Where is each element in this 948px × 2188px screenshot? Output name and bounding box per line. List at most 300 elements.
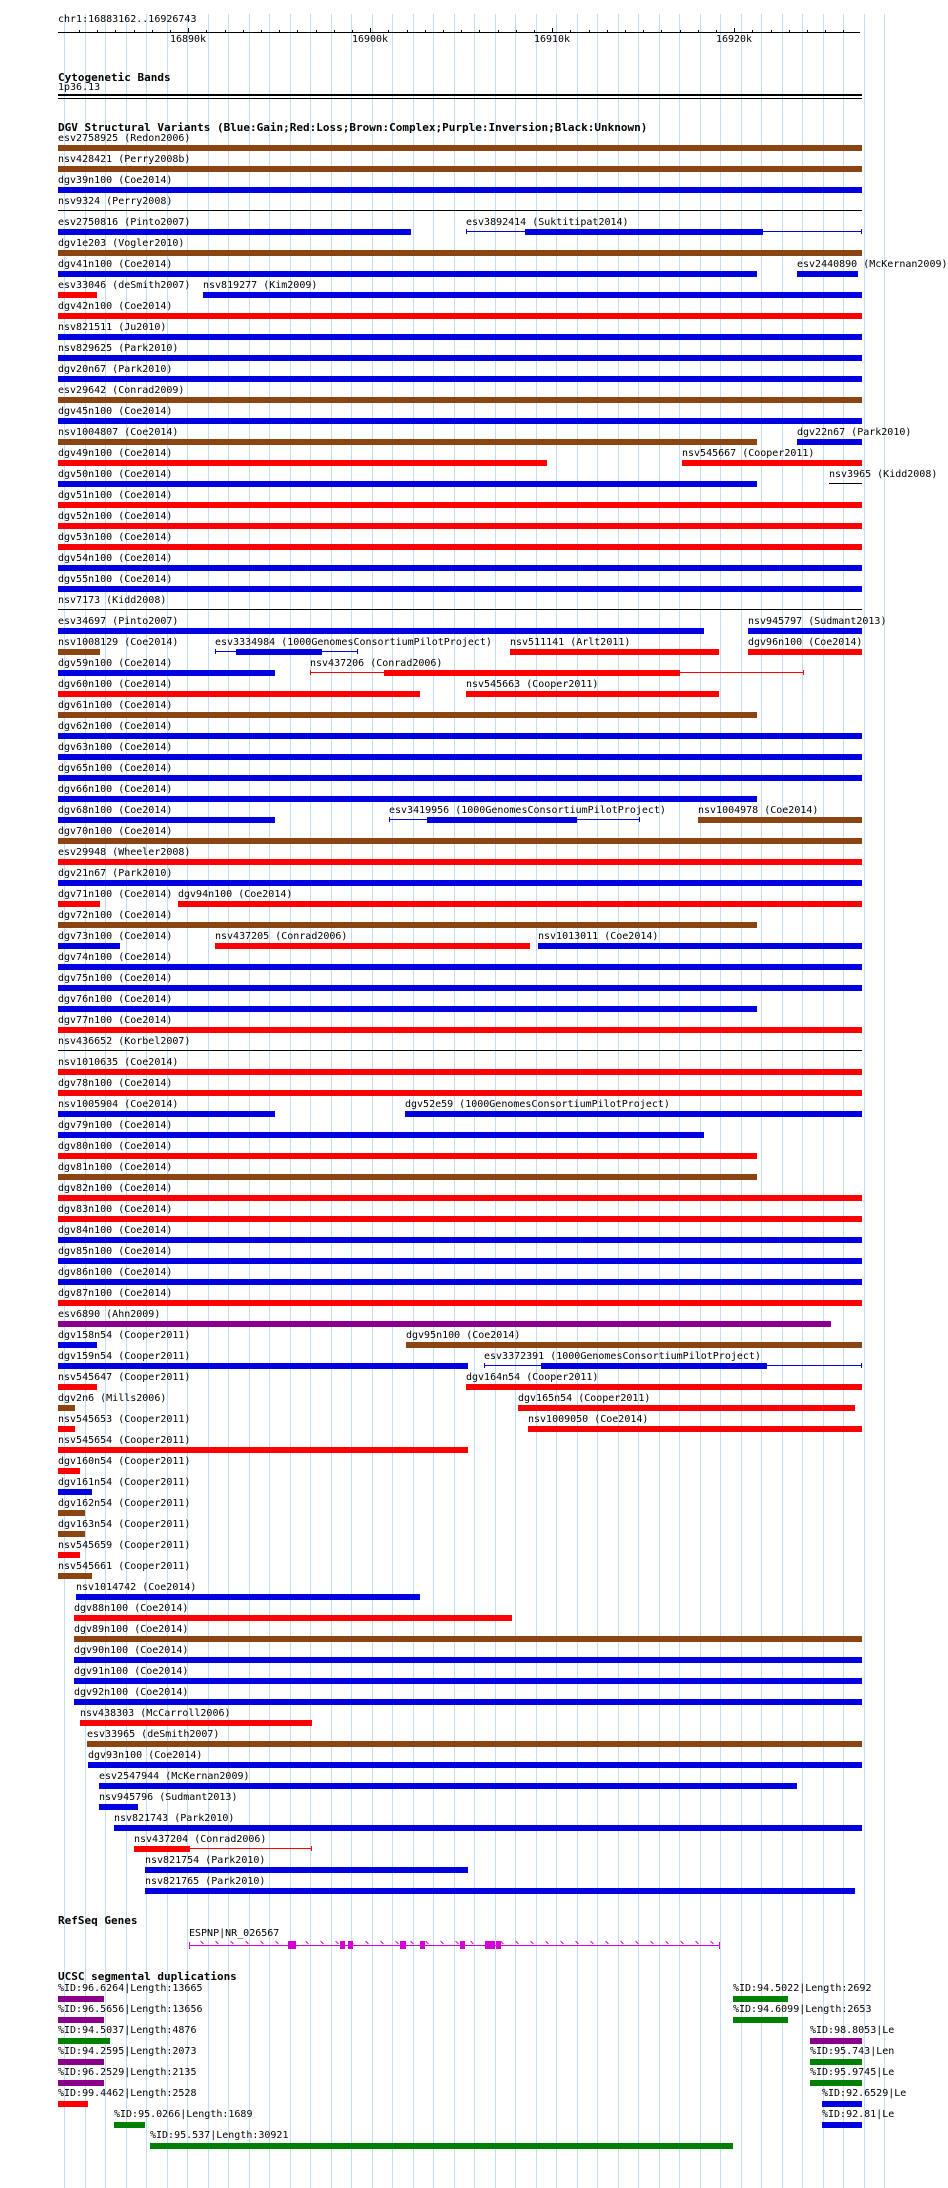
- sv-label[interactable]: dgv163n54 (Cooper2011): [58, 1519, 191, 1530]
- sv-label[interactable]: dgv20n67 (Park2010): [58, 364, 173, 375]
- segdup-bar[interactable]: [58, 2080, 104, 2086]
- sv-label[interactable]: dgv2n6 (Mills2006): [58, 1393, 167, 1404]
- segdup-label[interactable]: %ID:94.5037|Length:4876: [58, 2025, 197, 2036]
- sv-bar[interactable]: [466, 1384, 862, 1390]
- ruler-minor-tick: [261, 30, 262, 33]
- sv-label[interactable]: esv2440890 (McKernan2009): [797, 259, 948, 270]
- sv-label[interactable]: esv29948 (Wheeler2008): [58, 847, 191, 858]
- segdup-label[interactable]: %ID:95.537|Length:30921: [150, 2130, 289, 2141]
- sv-label[interactable]: dgv88n100 (Coe2014): [74, 1603, 189, 1614]
- sv-label[interactable]: dgv52n100 (Coe2014): [58, 511, 173, 522]
- sv-label[interactable]: dgv77n100 (Coe2014): [58, 1015, 173, 1026]
- sv-label[interactable]: dgv78n100 (Coe2014): [58, 1078, 173, 1089]
- sv-label[interactable]: nsv545661 (Cooper2011): [58, 1561, 191, 1572]
- grid-line: [843, 14, 844, 2188]
- sv-bar[interactable]: [748, 649, 862, 655]
- segdup-label[interactable]: %ID:94.5022|Length:2692: [733, 1983, 872, 1994]
- sv-label[interactable]: nsv437205 (Conrad2006): [215, 931, 348, 942]
- sv-bar[interactable]: [797, 439, 862, 445]
- sv-bar[interactable]: [58, 1405, 75, 1411]
- sv-line[interactable]: [58, 609, 862, 610]
- sv-label[interactable]: dgv76n100 (Coe2014): [58, 994, 173, 1005]
- sv-label[interactable]: dgv74n100 (Coe2014): [58, 952, 173, 963]
- sv-label[interactable]: dgv159n54 (Cooper2011): [58, 1351, 191, 1362]
- sv-label[interactable]: nsv437206 (Conrad2006): [310, 658, 443, 669]
- sv-bar[interactable]: [525, 229, 763, 235]
- segdup-label[interactable]: %ID:92.6529|Le: [822, 2088, 907, 2099]
- sv-bar[interactable]: [58, 1531, 85, 1537]
- sv-bar[interactable]: [87, 1741, 862, 1747]
- sv-label[interactable]: dgv165n54 (Cooper2011): [518, 1393, 651, 1404]
- sv-label[interactable]: dgv80n100 (Coe2014): [58, 1141, 173, 1152]
- sv-bar[interactable]: [58, 145, 862, 151]
- sv-bar[interactable]: [58, 985, 862, 991]
- sv-bar[interactable]: [58, 481, 757, 487]
- segdup-bar[interactable]: [150, 2143, 733, 2149]
- sv-label[interactable]: dgv87n100 (Coe2014): [58, 1288, 173, 1299]
- sv-line[interactable]: [58, 210, 862, 211]
- sv-line[interactable]: [829, 483, 862, 484]
- sv-label[interactable]: nsv545667 (Cooper2011): [682, 448, 815, 459]
- sv-label[interactable]: dgv162n54 (Cooper2011): [58, 1498, 191, 1509]
- sv-label[interactable]: dgv55n100 (Coe2014): [58, 574, 173, 585]
- sv-label[interactable]: nsv9324 (Perry2008): [58, 196, 173, 207]
- ruler-major-tick: [188, 28, 189, 33]
- segdup-bar[interactable]: [58, 2038, 110, 2044]
- sv-label[interactable]: nsv545647 (Cooper2011): [58, 1372, 191, 1383]
- sv-label[interactable]: nsv821511 (Ju2010): [58, 322, 167, 333]
- sv-label[interactable]: dgv51n100 (Coe2014): [58, 490, 173, 501]
- grid-line: [884, 14, 885, 2188]
- sv-label[interactable]: nsv821765 (Park2010): [145, 1876, 266, 1887]
- ruler-minor-tick: [115, 30, 116, 33]
- sv-bar[interactable]: [538, 943, 862, 949]
- sv-bar[interactable]: [58, 733, 862, 739]
- gene-strand-mark: [200, 1941, 204, 1945]
- grid-line: [392, 14, 393, 2188]
- sv-label[interactable]: nsv945797 (Sudmant2013): [748, 616, 887, 627]
- gene-strand-mark: [395, 1941, 399, 1945]
- segdup-label[interactable]: %ID:98.8053|Le: [810, 2025, 895, 2036]
- sv-bar[interactable]: [58, 754, 862, 760]
- sv-label[interactable]: nsv1008129 (Coe2014): [58, 637, 179, 648]
- gene-strand-mark: [560, 1941, 564, 1945]
- sv-label[interactable]: dgv42n100 (Coe2014): [58, 301, 173, 312]
- ruler-minor-tick: [589, 30, 590, 33]
- sv-label[interactable]: dgv63n100 (Coe2014): [58, 742, 173, 753]
- gene-strand-mark: [665, 1941, 669, 1945]
- ruler-minor-tick: [807, 30, 808, 33]
- ruler-minor-tick: [752, 30, 753, 33]
- sv-bar[interactable]: [58, 922, 757, 928]
- sv-bar[interactable]: [178, 901, 862, 907]
- sv-label[interactable]: dgv54n100 (Coe2014): [58, 553, 173, 564]
- sv-label[interactable]: dgv22n67 (Park2010): [797, 427, 912, 438]
- sv-label[interactable]: dgv160n54 (Cooper2011): [58, 1456, 191, 1467]
- sv-label[interactable]: nsv821754 (Park2010): [145, 1855, 266, 1866]
- sv-label[interactable]: dgv59n100 (Coe2014): [58, 658, 173, 669]
- ruler-tick-label: 16910k: [533, 34, 571, 45]
- sv-bar[interactable]: [145, 1867, 468, 1873]
- sv-bar[interactable]: [58, 775, 862, 781]
- sv-label[interactable]: dgv52e59 (1000GenomesConsortiumPilotProject): [405, 1099, 670, 1110]
- segdup-bar[interactable]: [58, 2101, 88, 2107]
- sv-bar[interactable]: [58, 1552, 80, 1558]
- ruler-minor-tick: [206, 30, 207, 33]
- sv-bar[interactable]: [58, 250, 862, 256]
- sv-label[interactable]: esv6890 (Ahn2009): [58, 1309, 161, 1320]
- sv-label[interactable]: dgv158n54 (Cooper2011): [58, 1330, 191, 1341]
- sv-line[interactable]: [190, 1848, 312, 1849]
- sv-label[interactable]: nsv945796 (Sudmant2013): [99, 1792, 238, 1803]
- sv-bar[interactable]: [58, 1510, 85, 1516]
- sv-bar[interactable]: [518, 1405, 855, 1411]
- sv-label[interactable]: esv33046 (deSmith2007): [58, 280, 191, 291]
- sv-label[interactable]: dgv82n100 (Coe2014): [58, 1183, 173, 1194]
- sv-label[interactable]: dgv81n100 (Coe2014): [58, 1162, 173, 1173]
- sv-bar[interactable]: [466, 691, 719, 697]
- ruler-coordinates: chr1:16883162..16926743: [58, 14, 197, 25]
- sv-label[interactable]: dgv89n100 (Coe2014): [74, 1624, 189, 1635]
- sv-label[interactable]: dgv85n100 (Coe2014): [58, 1246, 173, 1257]
- sv-bar[interactable]: [58, 1174, 757, 1180]
- segdup-bar[interactable]: [58, 2017, 104, 2023]
- sv-bar[interactable]: [58, 460, 547, 466]
- sv-label[interactable]: nsv545659 (Cooper2011): [58, 1540, 191, 1551]
- sv-bar[interactable]: [74, 1657, 862, 1663]
- sv-bar[interactable]: [58, 1027, 862, 1033]
- segdup-label[interactable]: %ID:95.743|Len: [810, 2046, 895, 2057]
- sv-bar[interactable]: [99, 1783, 797, 1789]
- sv-bar[interactable]: [58, 901, 100, 907]
- sv-bar[interactable]: [406, 1342, 862, 1348]
- sv-bar[interactable]: [748, 628, 862, 634]
- sv-bar[interactable]: [58, 376, 862, 382]
- sv-label[interactable]: dgv39n100 (Coe2014): [58, 175, 173, 186]
- sv-label[interactable]: esv33965 (deSmith2007): [87, 1729, 220, 1740]
- sv-label[interactable]: esv29642 (Conrad2009): [58, 385, 185, 396]
- dgv-header: DGV Structural Variants (Blue:Gain;Red:Loss;Brown:Complex;Purple:Inversion;Black:Unknown): [58, 121, 648, 134]
- sv-label[interactable]: nsv1005904 (Coe2014): [58, 1099, 179, 1110]
- sv-label[interactable]: nsv7173 (Kidd2008): [58, 595, 167, 606]
- sv-bar[interactable]: [58, 628, 704, 634]
- gene-label[interactable]: ESPNP|NR_026567: [189, 1928, 280, 1939]
- segdup-bar[interactable]: [114, 2122, 145, 2128]
- ruler-minor-tick: [843, 30, 844, 33]
- sv-label[interactable]: nsv1004807 (Coe2014): [58, 427, 179, 438]
- sv-bar[interactable]: [134, 1846, 190, 1852]
- sv-label[interactable]: dgv86n100 (Coe2014): [58, 1267, 173, 1278]
- sv-bar[interactable]: [215, 943, 530, 949]
- sv-bar[interactable]: [427, 817, 578, 823]
- sv-bar[interactable]: [58, 1279, 862, 1285]
- sv-bar[interactable]: [58, 1342, 97, 1348]
- sv-bar[interactable]: [58, 1216, 862, 1222]
- sv-bar[interactable]: [58, 313, 862, 319]
- gene-strand-mark: [590, 1941, 594, 1945]
- gene-strand-mark: [335, 1941, 339, 1945]
- segdup-bar[interactable]: [810, 2080, 862, 2086]
- sv-label[interactable]: nsv819277 (Kim2009): [203, 280, 318, 291]
- sv-bar[interactable]: [58, 1153, 757, 1159]
- sv-label[interactable]: dgv95n100 (Coe2014): [406, 1330, 521, 1341]
- segdup-label[interactable]: %ID:96.6264|Length:13665: [58, 1983, 203, 1994]
- sv-bar[interactable]: [58, 418, 862, 424]
- sv-bar[interactable]: [58, 334, 862, 340]
- gene-strand-mark: [320, 1941, 324, 1945]
- sv-bar[interactable]: [58, 691, 420, 697]
- gene-strand-mark: [680, 1941, 684, 1945]
- sv-label[interactable]: nsv1009050 (Coe2014): [528, 1414, 649, 1425]
- sv-label[interactable]: esv3419956 (1000GenomesConsortiumPilotProject): [389, 805, 666, 816]
- sv-bar[interactable]: [58, 292, 97, 298]
- sv-bar[interactable]: [114, 1825, 862, 1831]
- segdup-bar[interactable]: [822, 2122, 862, 2128]
- sv-label[interactable]: dgv66n100 (Coe2014): [58, 784, 173, 795]
- sv-label[interactable]: dgv73n100 (Coe2014): [58, 931, 173, 942]
- gene-strand-mark: [455, 1941, 459, 1945]
- sv-bar[interactable]: [58, 649, 100, 655]
- sv-label[interactable]: nsv511141 (Arlt2011): [510, 637, 631, 648]
- sv-bar[interactable]: [145, 1888, 855, 1894]
- gene-strand-mark: [230, 1941, 234, 1945]
- sv-label[interactable]: nsv437204 (Conrad2006): [134, 1834, 267, 1845]
- segdup-label[interactable]: %ID:94.2595|Length:2073: [58, 2046, 197, 2057]
- gene-strand-mark: [305, 1941, 309, 1945]
- sv-bar[interactable]: [58, 397, 862, 403]
- sv-label[interactable]: dgv60n100 (Coe2014): [58, 679, 173, 690]
- grid-line: [351, 14, 352, 2188]
- sv-label[interactable]: nsv436652 (Korbel2007): [58, 1036, 191, 1047]
- sv-bar[interactable]: [74, 1615, 512, 1621]
- sv-label[interactable]: esv3334984 (1000GenomesConsortiumPilotProject): [215, 637, 492, 648]
- gene-strand-mark: [545, 1941, 549, 1945]
- sv-label[interactable]: nsv821743 (Park2010): [114, 1813, 235, 1824]
- segdup-bar[interactable]: [58, 1996, 104, 2002]
- sv-label[interactable]: nsv1013011 (Coe2014): [538, 931, 659, 942]
- sv-label[interactable]: dgv65n100 (Coe2014): [58, 763, 173, 774]
- ruler-minor-tick: [716, 30, 717, 33]
- sv-line[interactable]: [58, 1050, 862, 1051]
- segdup-bar[interactable]: [822, 2101, 862, 2107]
- sv-label[interactable]: dgv62n100 (Coe2014): [58, 721, 173, 732]
- sv-bar[interactable]: [58, 523, 862, 529]
- sv-bar[interactable]: [58, 1195, 862, 1201]
- gene-exon[interactable]: [400, 1941, 406, 1949]
- sv-bar[interactable]: [541, 1363, 768, 1369]
- sv-bar[interactable]: [76, 1594, 420, 1600]
- sv-bar[interactable]: [58, 796, 757, 802]
- sv-bar[interactable]: [58, 964, 862, 970]
- sv-bar[interactable]: [58, 355, 862, 361]
- sv-label[interactable]: esv3372391 (1000GenomesConsortiumPilotProject): [484, 1351, 761, 1362]
- sv-bar[interactable]: [58, 586, 862, 592]
- sv-label[interactable]: nsv428421 (Perry2008b): [58, 154, 191, 165]
- segdup-bar[interactable]: [58, 2059, 104, 2065]
- sv-bar[interactable]: [99, 1804, 138, 1810]
- sv-end-tick: [466, 229, 467, 234]
- sv-bar[interactable]: [74, 1699, 862, 1705]
- gene-strand-mark: [215, 1941, 219, 1945]
- sv-bar[interactable]: [58, 166, 862, 172]
- sv-label[interactable]: dgv50n100 (Coe2014): [58, 469, 173, 480]
- sv-label[interactable]: dgv161n54 (Cooper2011): [58, 1477, 191, 1488]
- sv-bar[interactable]: [58, 817, 275, 823]
- sv-label[interactable]: dgv94n100 (Coe2014): [178, 889, 293, 900]
- sv-label[interactable]: dgv53n100 (Coe2014): [58, 532, 173, 543]
- gene-intron-line[interactable]: [189, 1945, 720, 1946]
- sv-bar[interactable]: [58, 1006, 757, 1012]
- sv-bar[interactable]: [58, 1132, 704, 1138]
- sv-bar[interactable]: [58, 1321, 831, 1327]
- sv-label[interactable]: dgv75n100 (Coe2014): [58, 973, 173, 984]
- sv-label[interactable]: dgv61n100 (Coe2014): [58, 700, 173, 711]
- gene-exon[interactable]: [460, 1941, 465, 1949]
- sv-bar[interactable]: [58, 544, 862, 550]
- ruler-tick-label: 16920k: [715, 34, 753, 45]
- sv-label[interactable]: dgv79n100 (Coe2014): [58, 1120, 173, 1131]
- sv-bar[interactable]: [58, 670, 275, 676]
- sv-bar[interactable]: [58, 229, 411, 235]
- ruler-minor-tick: [825, 30, 826, 33]
- sv-bar[interactable]: [58, 502, 862, 508]
- sv-bar[interactable]: [58, 1258, 862, 1264]
- sv-bar[interactable]: [698, 817, 862, 823]
- segdup-label[interactable]: %ID:95.0266|Length:1689: [114, 2109, 253, 2120]
- sv-label[interactable]: dgv71n100 (Coe2014): [58, 889, 173, 900]
- sv-bar[interactable]: [58, 565, 862, 571]
- sv-label[interactable]: esv2750816 (Pinto2007): [58, 217, 191, 228]
- segdup-bar[interactable]: [810, 2038, 862, 2044]
- ruler-minor-tick: [625, 30, 626, 33]
- sv-bar[interactable]: [58, 1111, 275, 1117]
- sv-end-tick: [389, 817, 390, 822]
- sv-label[interactable]: dgv72n100 (Coe2014): [58, 910, 173, 921]
- sv-label[interactable]: esv3892414 (Suktitipat2014): [466, 217, 629, 228]
- segdup-label[interactable]: %ID:96.5656|Length:13656: [58, 2004, 203, 2015]
- ruler-minor-tick: [407, 30, 408, 33]
- sv-label[interactable]: dgv21n67 (Park2010): [58, 868, 173, 879]
- sv-bar[interactable]: [203, 292, 862, 298]
- gene-exon[interactable]: [489, 1941, 495, 1949]
- sv-label[interactable]: dgv68n100 (Coe2014): [58, 805, 173, 816]
- segdup-label[interactable]: %ID:92.81|Le: [822, 2109, 895, 2120]
- sv-label[interactable]: nsv545653 (Cooper2011): [58, 1414, 191, 1425]
- sv-bar[interactable]: [58, 712, 757, 718]
- sv-label[interactable]: dgv49n100 (Coe2014): [58, 448, 173, 459]
- sv-label[interactable]: nsv545663 (Cooper2011): [466, 679, 599, 690]
- segdup-label[interactable]: %ID:95.9745|Le: [810, 2067, 895, 2078]
- ruler-minor-tick: [316, 30, 317, 33]
- sv-label[interactable]: dgv1e203 (Vogler2010): [58, 238, 185, 249]
- sv-label[interactable]: dgv92n100 (Coe2014): [74, 1687, 189, 1698]
- segdup-label[interactable]: %ID:94.6099|Length:2653: [733, 2004, 872, 2015]
- sv-bar[interactable]: [58, 1489, 92, 1495]
- sv-label[interactable]: dgv164n54 (Cooper2011): [466, 1372, 599, 1383]
- sv-bar[interactable]: [58, 1300, 862, 1306]
- grid-line: [720, 14, 721, 2188]
- gene-exon[interactable]: [340, 1941, 345, 1949]
- sv-bar[interactable]: [58, 943, 120, 949]
- sv-label[interactable]: dgv41n100 (Coe2014): [58, 259, 173, 270]
- sv-label[interactable]: dgv96n100 (Coe2014): [748, 637, 863, 648]
- sv-bar[interactable]: [405, 1111, 862, 1117]
- ruler-major-tick: [734, 28, 735, 33]
- sv-label[interactable]: dgv84n100 (Coe2014): [58, 1225, 173, 1236]
- sv-bar[interactable]: [58, 1069, 862, 1075]
- sv-bar[interactable]: [58, 859, 862, 865]
- ruler-minor-tick: [461, 30, 462, 33]
- gene-strand-mark: [440, 1941, 444, 1945]
- sv-label[interactable]: esv34697 (Pinto2007): [58, 616, 179, 627]
- sv-bar[interactable]: [74, 1636, 862, 1642]
- sv-label[interactable]: dgv91n100 (Coe2014): [74, 1666, 189, 1677]
- sv-bar[interactable]: [58, 1468, 80, 1474]
- gene-strand-mark: [530, 1941, 534, 1945]
- sv-label[interactable]: nsv829625 (Park2010): [58, 343, 179, 354]
- sv-bar[interactable]: [682, 460, 862, 466]
- sv-label[interactable]: nsv3965 (Kidd2008): [829, 469, 938, 480]
- ruler-minor-tick: [443, 30, 444, 33]
- ruler-minor-tick: [498, 30, 499, 33]
- sv-bar[interactable]: [58, 1090, 862, 1096]
- sv-bar[interactable]: [797, 271, 858, 277]
- segdup-label[interactable]: %ID:96.2529|Length:2135: [58, 2067, 197, 2078]
- sv-bar[interactable]: [510, 649, 719, 655]
- segdup-label[interactable]: %ID:99.4462|Length:2528: [58, 2088, 197, 2099]
- sv-bar[interactable]: [58, 1447, 468, 1453]
- sv-bar[interactable]: [58, 1237, 862, 1243]
- sv-label[interactable]: dgv93n100 (Coe2014): [88, 1750, 203, 1761]
- sv-label[interactable]: dgv83n100 (Coe2014): [58, 1204, 173, 1215]
- sv-bar[interactable]: [58, 187, 862, 193]
- gene-exon[interactable]: [420, 1941, 425, 1949]
- sv-label[interactable]: nsv438303 (McCarroll2006): [80, 1708, 231, 1719]
- sv-bar[interactable]: [58, 1426, 75, 1432]
- sv-label[interactable]: nsv545654 (Cooper2011): [58, 1435, 191, 1446]
- sv-bar[interactable]: [88, 1762, 862, 1768]
- sv-bar[interactable]: [74, 1678, 862, 1684]
- sv-bar[interactable]: [58, 1573, 92, 1579]
- sv-bar[interactable]: [58, 838, 862, 844]
- segdup-bar[interactable]: [733, 1996, 788, 2002]
- cytoband-label: 1p36.13: [58, 82, 101, 93]
- sv-bar[interactable]: [58, 271, 757, 277]
- segdup-bar[interactable]: [733, 2017, 788, 2023]
- sv-bar[interactable]: [80, 1720, 312, 1726]
- gene-start-tick: [189, 1942, 190, 1949]
- sv-bar[interactable]: [58, 880, 862, 886]
- ruler-minor-tick: [352, 30, 353, 33]
- sv-label[interactable]: dgv70n100 (Coe2014): [58, 826, 173, 837]
- sv-label[interactable]: dgv45n100 (Coe2014): [58, 406, 173, 417]
- sv-bar[interactable]: [384, 670, 680, 676]
- sv-label[interactable]: esv2758925 (Redon2006): [58, 133, 191, 144]
- sv-label[interactable]: nsv1004978 (Coe2014): [698, 805, 819, 816]
- sv-label[interactable]: nsv1010635 (Coe2014): [58, 1057, 179, 1068]
- sv-bar[interactable]: [236, 649, 322, 655]
- sv-bar[interactable]: [58, 439, 757, 445]
- sv-label[interactable]: nsv1014742 (Coe2014): [76, 1582, 197, 1593]
- sv-bar[interactable]: [528, 1426, 862, 1432]
- ruler-minor-tick: [607, 30, 608, 33]
- sv-label[interactable]: dgv90n100 (Coe2014): [74, 1645, 189, 1656]
- segdup-bar[interactable]: [810, 2059, 862, 2065]
- sv-label[interactable]: esv2547944 (McKernan2009): [99, 1771, 250, 1782]
- sv-bar[interactable]: [58, 1363, 468, 1369]
- sv-bar[interactable]: [58, 1384, 97, 1390]
- sv-end-tick: [310, 670, 311, 675]
